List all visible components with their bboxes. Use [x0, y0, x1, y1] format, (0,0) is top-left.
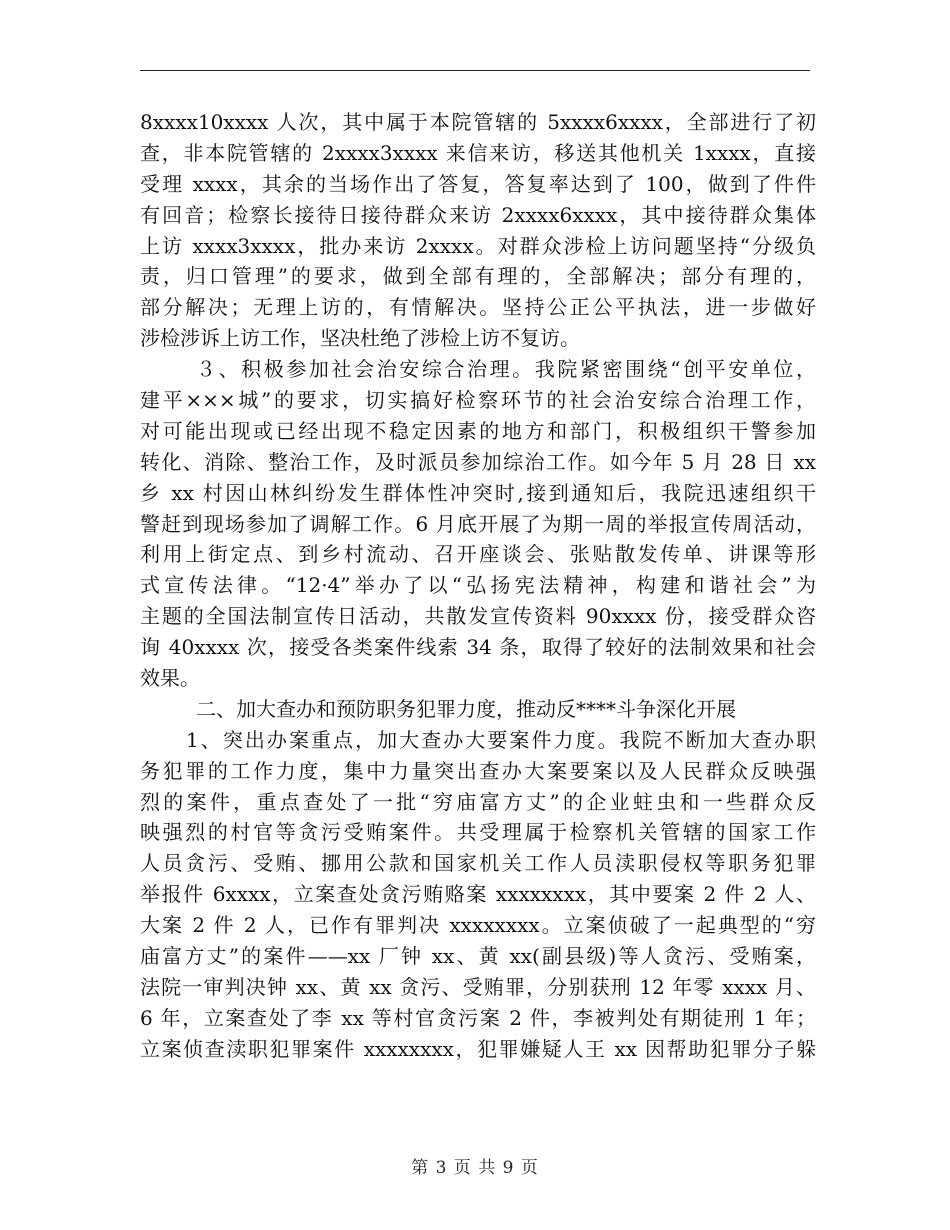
body-text-line: 转化、消除、整治工作，及时派员参加综治工作。如今年 5 月 28 日 xx — [140, 449, 816, 474]
body-text-line: 责，归口管理”的要求，做到全部有理的，全部解决；部分有理的， — [140, 264, 816, 289]
body-text-line: 利用上街定点、到乡村流动、召开座谈会、张贴散发传单、讲课等形 — [140, 542, 816, 567]
body-text-line: 主题的全国法制宣传日活动，共散发宣传资料 90xxxx 份，接受群众咨 — [140, 604, 816, 629]
body-text-line: 8xxxx10xxxx 人次，其中属于本院管辖的 5xxxx6xxxx，全部进行了初 — [140, 110, 816, 134]
body-text-line: 大案 2 件 2 人，已作有罪判决 xxxxxxxx。立案侦破了一起典型的“穷 — [140, 913, 816, 938]
body-text-line: 法院一审判决钟 xx、黄 xx 贪污、受贿罪，分别获刑 12 年零 xxxx 月、 — [140, 974, 816, 999]
body-text-line: 涉检涉诉上访工作，坚决杜绝了涉检上访不复访。 — [140, 326, 580, 351]
body-text-line: 乡 xx 村因山林纠纷发生群体性冲突时,接到通知后，我院迅速组织干 — [140, 480, 816, 505]
body-text-line: 查，非本院管辖的 2xxxx3xxxx 来信来访，移送其他机关 1xxxx，直接 — [140, 140, 816, 165]
body-text-line: 6 年，立案查处了李 xx 等村官贪污案 2 件，李被判处有期徒刑 1 年； — [140, 1005, 816, 1030]
body-text-line: 警赶到现场参加了调解工作。6 月底开展了为期一周的举报宣传周活动， — [140, 511, 816, 536]
document-body — [140, 107, 816, 1065]
body-text-line: 建平×××城”的要求，切实搞好检察环节的社会治安综合治理工作， — [140, 388, 816, 413]
body-text-line: 1、突出办案重点，加大查办大要案件力度。我院不断加大查办职 — [186, 727, 816, 752]
body-text-line: 有回音；检察长接待日接待群众来访 2xxxx6xxxx，其中接待群众集体 — [140, 202, 816, 227]
body-text-line: 务犯罪的工作力度，集中力量突出查办大案要案以及人民群众反映强 — [140, 758, 816, 783]
body-text-line: ３、积极参加社会治安综合治理。我院紧密围绕“创平安单位， — [196, 357, 816, 382]
body-text-line: 效果。 — [140, 666, 200, 691]
body-text-line: 上访 xxxx3xxxx，批办来访 2xxxx。对群众涉检上访问题坚持“分级负 — [140, 233, 816, 258]
header-rule — [140, 70, 810, 71]
body-text-line: 询 40xxxx 次，接受各类案件线索 34 条，取得了较好的法制效果和社会 — [140, 635, 816, 660]
body-text-line: 烈的案件，重点查处了一批“穷庙富方丈”的企业蛀虫和一些群众反 — [140, 789, 816, 814]
body-text-line: 二、加大查办和预防职务犯罪力度，推动反****斗争深化开展 — [196, 696, 736, 721]
page-footer: 第 3 页 共 9 页 — [411, 1158, 539, 1178]
body-text-line: 受理 xxxx，其余的当场作出了答复，答复率达到了 100，做到了件件 — [140, 171, 816, 196]
body-text-line: 式宣传法律。“12·4”举办了以“弘扬宪法精神，构建和谐社会”为 — [140, 573, 816, 598]
body-text-line: 人员贪污、受贿、挪用公款和国家机关工作人员渎职侵权等职务犯罪 — [140, 851, 816, 876]
body-text-line: 对可能出现或已经出现不稳定因素的地方和部门，积极组织干警参加 — [140, 418, 816, 443]
body-text-line: 映强烈的村官等贪污受贿案件。共受理属于检察机关管辖的国家工作 — [140, 820, 816, 845]
body-text-line: 庙富方丈”的案件——xx 厂钟 xx、黄 xx(副县级)等人贪污、受贿案， — [140, 944, 816, 969]
body-text-line: 部分解决；无理上访的，有情解决。坚持公正公平执法，进一步做好 — [140, 295, 816, 320]
body-text-line: 立案侦查渎职犯罪案件 xxxxxxxx，犯罪嫌疑人王 xx 因帮助犯罪分子躲 — [140, 1036, 816, 1061]
body-text-line: 举报件 6xxxx，立案查处贪污贿赂案 xxxxxxxx，其中要案 2 件 2 人、 — [140, 882, 816, 907]
